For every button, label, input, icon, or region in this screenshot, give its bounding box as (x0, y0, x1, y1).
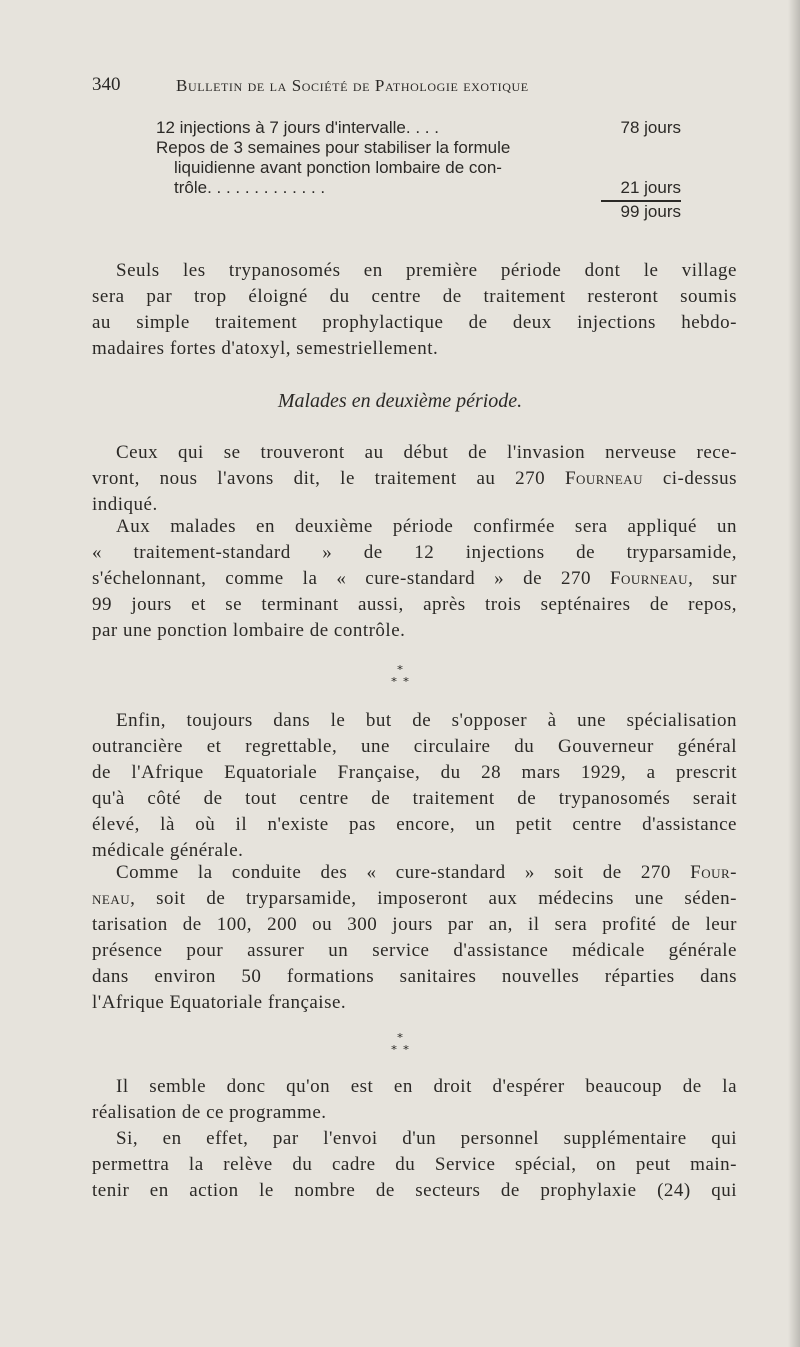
author-name: Fourneau (609, 568, 689, 589)
schedule-total-value: 99 jours (620, 202, 681, 221)
text-line: madaires fortes d'atoxyl, semestriellement. (92, 338, 439, 359)
section-heading: Malades en deuxième période. (277, 390, 523, 412)
schedule-item-text: liquidienne avant ponction lombaire de con- (174, 158, 502, 177)
schedule-item-value: 78 jours (620, 118, 681, 137)
text-line: au simple traitement prophylactique de deux injections hebdo- (92, 312, 737, 333)
text-span: s'échelonnant, comme la « cure-standard » de 270 (92, 568, 610, 589)
schedule-row (156, 178, 681, 198)
text-line: tarisation de 100, 200 ou 300 jours par an, il sera profité de leur (92, 914, 737, 935)
text-line: l'Afrique Equatoriale française. (92, 992, 347, 1013)
asterism-stars-row (0, 672, 800, 684)
text-line: de l'Afrique Equatoriale Française, du 28 mars 1929, a prescrit (92, 762, 737, 783)
asterism-star: ⁎ (391, 1039, 397, 1053)
text-line: sera par trop éloigné du centre de traitement resteront soumis (92, 286, 737, 307)
asterism-star: ⁎ (397, 659, 403, 673)
asterism-stars-row (0, 1040, 800, 1052)
text-span: , sur (688, 568, 737, 589)
paragraph (92, 514, 737, 644)
schedule-total-row (156, 202, 681, 222)
text-span: Comme la conduite des « cure-standard » soit de 270 (116, 862, 691, 883)
text-line (92, 886, 737, 912)
text-span: , soit de tryparsamide, imposeront aux médecins une séden- (130, 888, 737, 909)
page-number: 340 (92, 74, 121, 95)
asterism-star: ⁎ (403, 671, 409, 685)
schedule-item-value: 21 jours (620, 178, 681, 197)
text-line: dans environ 50 formations sanitaires nouvelles réparties dans (92, 966, 737, 987)
author-name: Fourneau (564, 468, 644, 489)
paragraph (92, 708, 737, 864)
text-line: tenir en action le nombre de secteurs de prophylaxie (24) qui (92, 1180, 737, 1201)
paragraph (92, 1074, 737, 1126)
text-line (92, 466, 737, 492)
treatment-schedule (156, 118, 681, 222)
asterism (0, 1028, 800, 1052)
text-line: présence pour assurer un service d'assistance médicale générale (92, 940, 737, 961)
text-line: qu'à côté de tout centre de traitement de trypanosomés serait (92, 788, 737, 809)
schedule-row (156, 118, 681, 138)
schedule-row (156, 158, 681, 178)
author-name: Four- (690, 862, 737, 883)
text-span: vront, nous l'avons dit, le traitement au 270 (92, 468, 565, 489)
paragraph (92, 860, 737, 1016)
schedule-row (156, 138, 681, 158)
text-line: Aux malades en deuxième période confirmée sera appliqué un (116, 516, 737, 537)
text-line (92, 566, 737, 592)
text-line: permettra la relève du cadre du Service spécial, on peut main- (92, 1154, 737, 1175)
schedule-item-text: trôle. . . . . . . . . . . . . (174, 178, 326, 197)
schedule-item-text: Repos de 3 semaines pour stabiliser la formule (156, 138, 511, 157)
asterism-star: ⁎ (403, 1039, 409, 1053)
text-line: Enfin, toujours dans le but de s'opposer à une spécialisation (116, 710, 737, 731)
schedule-item-text: 12 injections à 7 jours d'intervalle. . . . (156, 118, 439, 137)
asterism-star: ⁎ (397, 1027, 403, 1041)
text-span: ci-dessus (643, 468, 737, 489)
paragraph (92, 258, 737, 362)
asterism-star: ⁎ (391, 671, 397, 685)
paragraph (92, 1126, 737, 1204)
text-line: Seuls les trypanosomés en première période dont le village (116, 260, 737, 281)
text-line: 99 jours et se terminant aussi, après trois septénaires de repos, (92, 594, 737, 615)
text-line: par une ponction lombaire de contrôle. (92, 620, 406, 641)
asterism (0, 660, 800, 684)
text-line: « traitement-standard » de 12 injections de tryparsamide, (92, 542, 737, 563)
text-line: Si, en effet, par l'envoi d'un personnel supplémentaire qui (116, 1128, 737, 1149)
text-line: réalisation de ce programme. (92, 1102, 327, 1123)
author-name: neau (92, 888, 131, 909)
text-line: Ceux qui se trouveront au début de l'invasion nerveuse rece- (116, 442, 737, 463)
text-line: médicale générale. (92, 840, 244, 861)
page-header (92, 74, 737, 104)
text-line: Il semble donc qu'on est en droit d'espérer beaucoup de la (116, 1076, 737, 1097)
text-line (92, 860, 737, 886)
text-line: élevé, là où il n'existe pas encore, un petit centre d'assistance (92, 814, 737, 835)
text-line: outrancière et regrettable, une circulaire du Gouverneur général (92, 736, 737, 757)
text-line: indiqué. (92, 494, 158, 515)
running-title: Bulletin de la Société de Pathologie exotique (176, 76, 529, 95)
paragraph (92, 440, 737, 518)
